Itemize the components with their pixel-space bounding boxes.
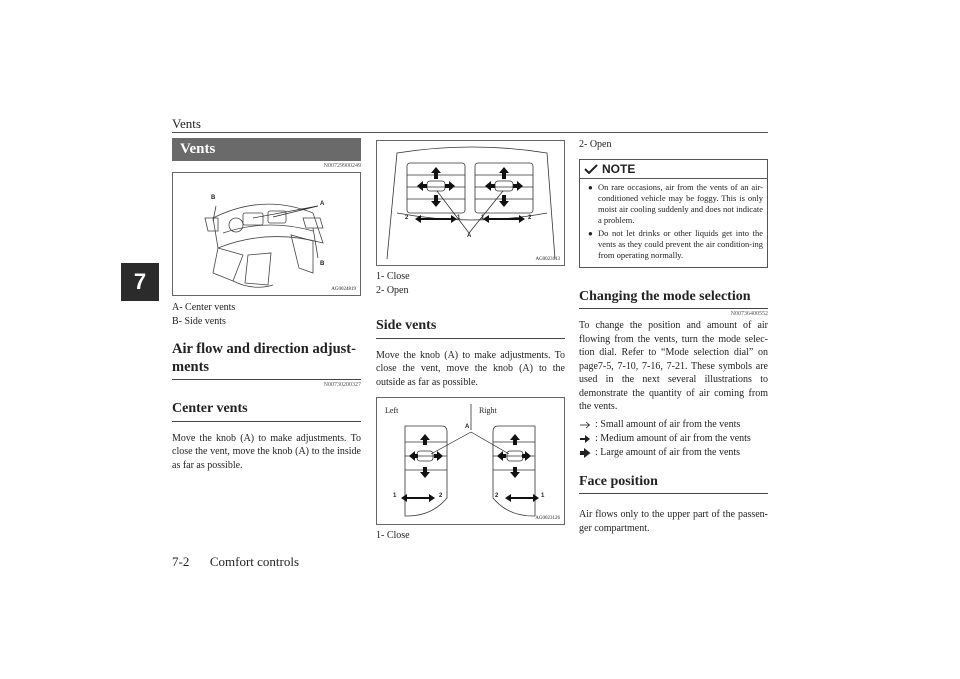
legend-item: 2- Open <box>376 284 409 296</box>
legend-item: 1- Close <box>376 271 410 282</box>
section-title: Vents <box>172 138 361 161</box>
figure-label-a: A <box>320 201 325 207</box>
figure3-right-label: Right <box>479 406 497 415</box>
side-vents-heading: Side vents <box>376 317 565 339</box>
symbol-large <box>579 446 768 460</box>
figure3-label-a: A <box>465 424 470 430</box>
note-header <box>580 160 767 179</box>
symbol-medium-text: : Medium amount of air from the vents <box>595 432 751 444</box>
symbol-legend <box>579 418 768 460</box>
figure-center-vents <box>376 140 565 266</box>
page-number: 7-2 <box>172 554 190 569</box>
figure-label-b-top: B <box>211 195 216 201</box>
symbol-small-text: : Small amount of air from the vents <box>595 418 741 430</box>
figure3-num-2-right: 2 <box>495 493 499 499</box>
column-1 <box>172 138 361 472</box>
figure3-code: AG0023126 <box>535 516 560 521</box>
figure3-legend <box>376 529 565 543</box>
symbol-medium <box>579 432 768 446</box>
mode-selection-heading: Changing the mode selection <box>579 288 768 310</box>
center-vents-text: Move the knob (A) to make adjustments. To close the vent, move the knob (A) to the inside as far as possible. <box>172 432 361 471</box>
airflow-heading: Air flow and direction adjust-ments <box>172 340 361 380</box>
symbol-large-text: : Large amount of air from the vents <box>595 446 741 458</box>
thin-arrow-icon <box>579 420 591 430</box>
thick-arrow-icon <box>579 448 591 458</box>
figure-label-b: B <box>320 261 325 267</box>
figure2-num-2-left: 2 <box>405 215 409 221</box>
note-item: ● On rare occasions, air from the vents of an air-conditioned vehicle may be foggy. This is only moist air cooling suddenly and does not indicate a problem. <box>598 182 763 226</box>
figure3-left-label: Left <box>385 406 399 415</box>
figure2-code: AG0023113 <box>535 257 560 262</box>
legend-item: A- Center vents <box>172 302 236 313</box>
figure2-legend <box>376 270 565 297</box>
note-title: NOTE <box>602 161 636 176</box>
running-title: Vents <box>172 116 201 131</box>
figure-dashboard <box>172 172 361 296</box>
figure2-num-1-right: 1 <box>481 215 485 221</box>
legend-item: 1- Close <box>376 530 410 541</box>
dashboard-illustration <box>173 173 360 295</box>
column-2 <box>376 140 565 543</box>
side-vents-text: Move the knob (A) to make adjustments. To close the vent, move the knob (A) to the outside as far as possible. <box>376 349 565 388</box>
note-list <box>580 179 767 267</box>
center-vents-illustration <box>377 141 564 265</box>
vent-legend <box>172 301 361 328</box>
figure2-num-2-right: 2 <box>528 215 532 221</box>
figure2-num-1-left: 1 <box>457 215 461 221</box>
footer <box>172 554 299 570</box>
center-vents-heading: Center vents <box>172 400 361 422</box>
mode-selection-text: To change the position and amount of air flowing from the vents, turn the mode selec-tion dial. Refer to “Mode selection dial” on page7-5, 7-10, 7-16, 7-21. These symbols are used in the next several illustrations to demonstrate the quantity of air coming from the vents. <box>579 320 768 412</box>
note-item: ● Do not let drinks or other liquids get into the vents as they could prevent the air condition-ing from operating normally. <box>598 228 763 261</box>
chapter-tab: 7 <box>121 263 159 301</box>
symbol-small <box>579 418 768 432</box>
airflow-code: N00730200327 <box>323 382 361 389</box>
note-box <box>579 159 768 268</box>
face-position-heading: Face position <box>579 473 768 495</box>
checkmark-icon <box>584 164 598 174</box>
face-position-text: Air flows only to the upper part of the passen-ger compartment. <box>579 509 768 534</box>
medium-arrow-icon <box>579 434 591 444</box>
legend-continued: 2- Open <box>579 139 612 150</box>
figure3-num-2-left: 2 <box>439 493 443 499</box>
footer-section-name: Comfort controls <box>209 554 300 569</box>
legend-item: B- Side vents <box>172 315 226 327</box>
mode-selection-code: N00736400552 <box>730 311 768 317</box>
side-vents-illustration <box>377 398 564 524</box>
header-rule <box>172 132 768 133</box>
section-code: N00729900249 <box>323 163 361 169</box>
figure-code: AG0024819 <box>331 287 356 292</box>
figure2-label-a: A <box>467 233 472 239</box>
column-3 <box>579 138 768 535</box>
figure-side-vents <box>376 397 565 525</box>
figure3-num-1-right: 1 <box>541 493 545 499</box>
figure3-num-1-left: 1 <box>393 493 397 499</box>
